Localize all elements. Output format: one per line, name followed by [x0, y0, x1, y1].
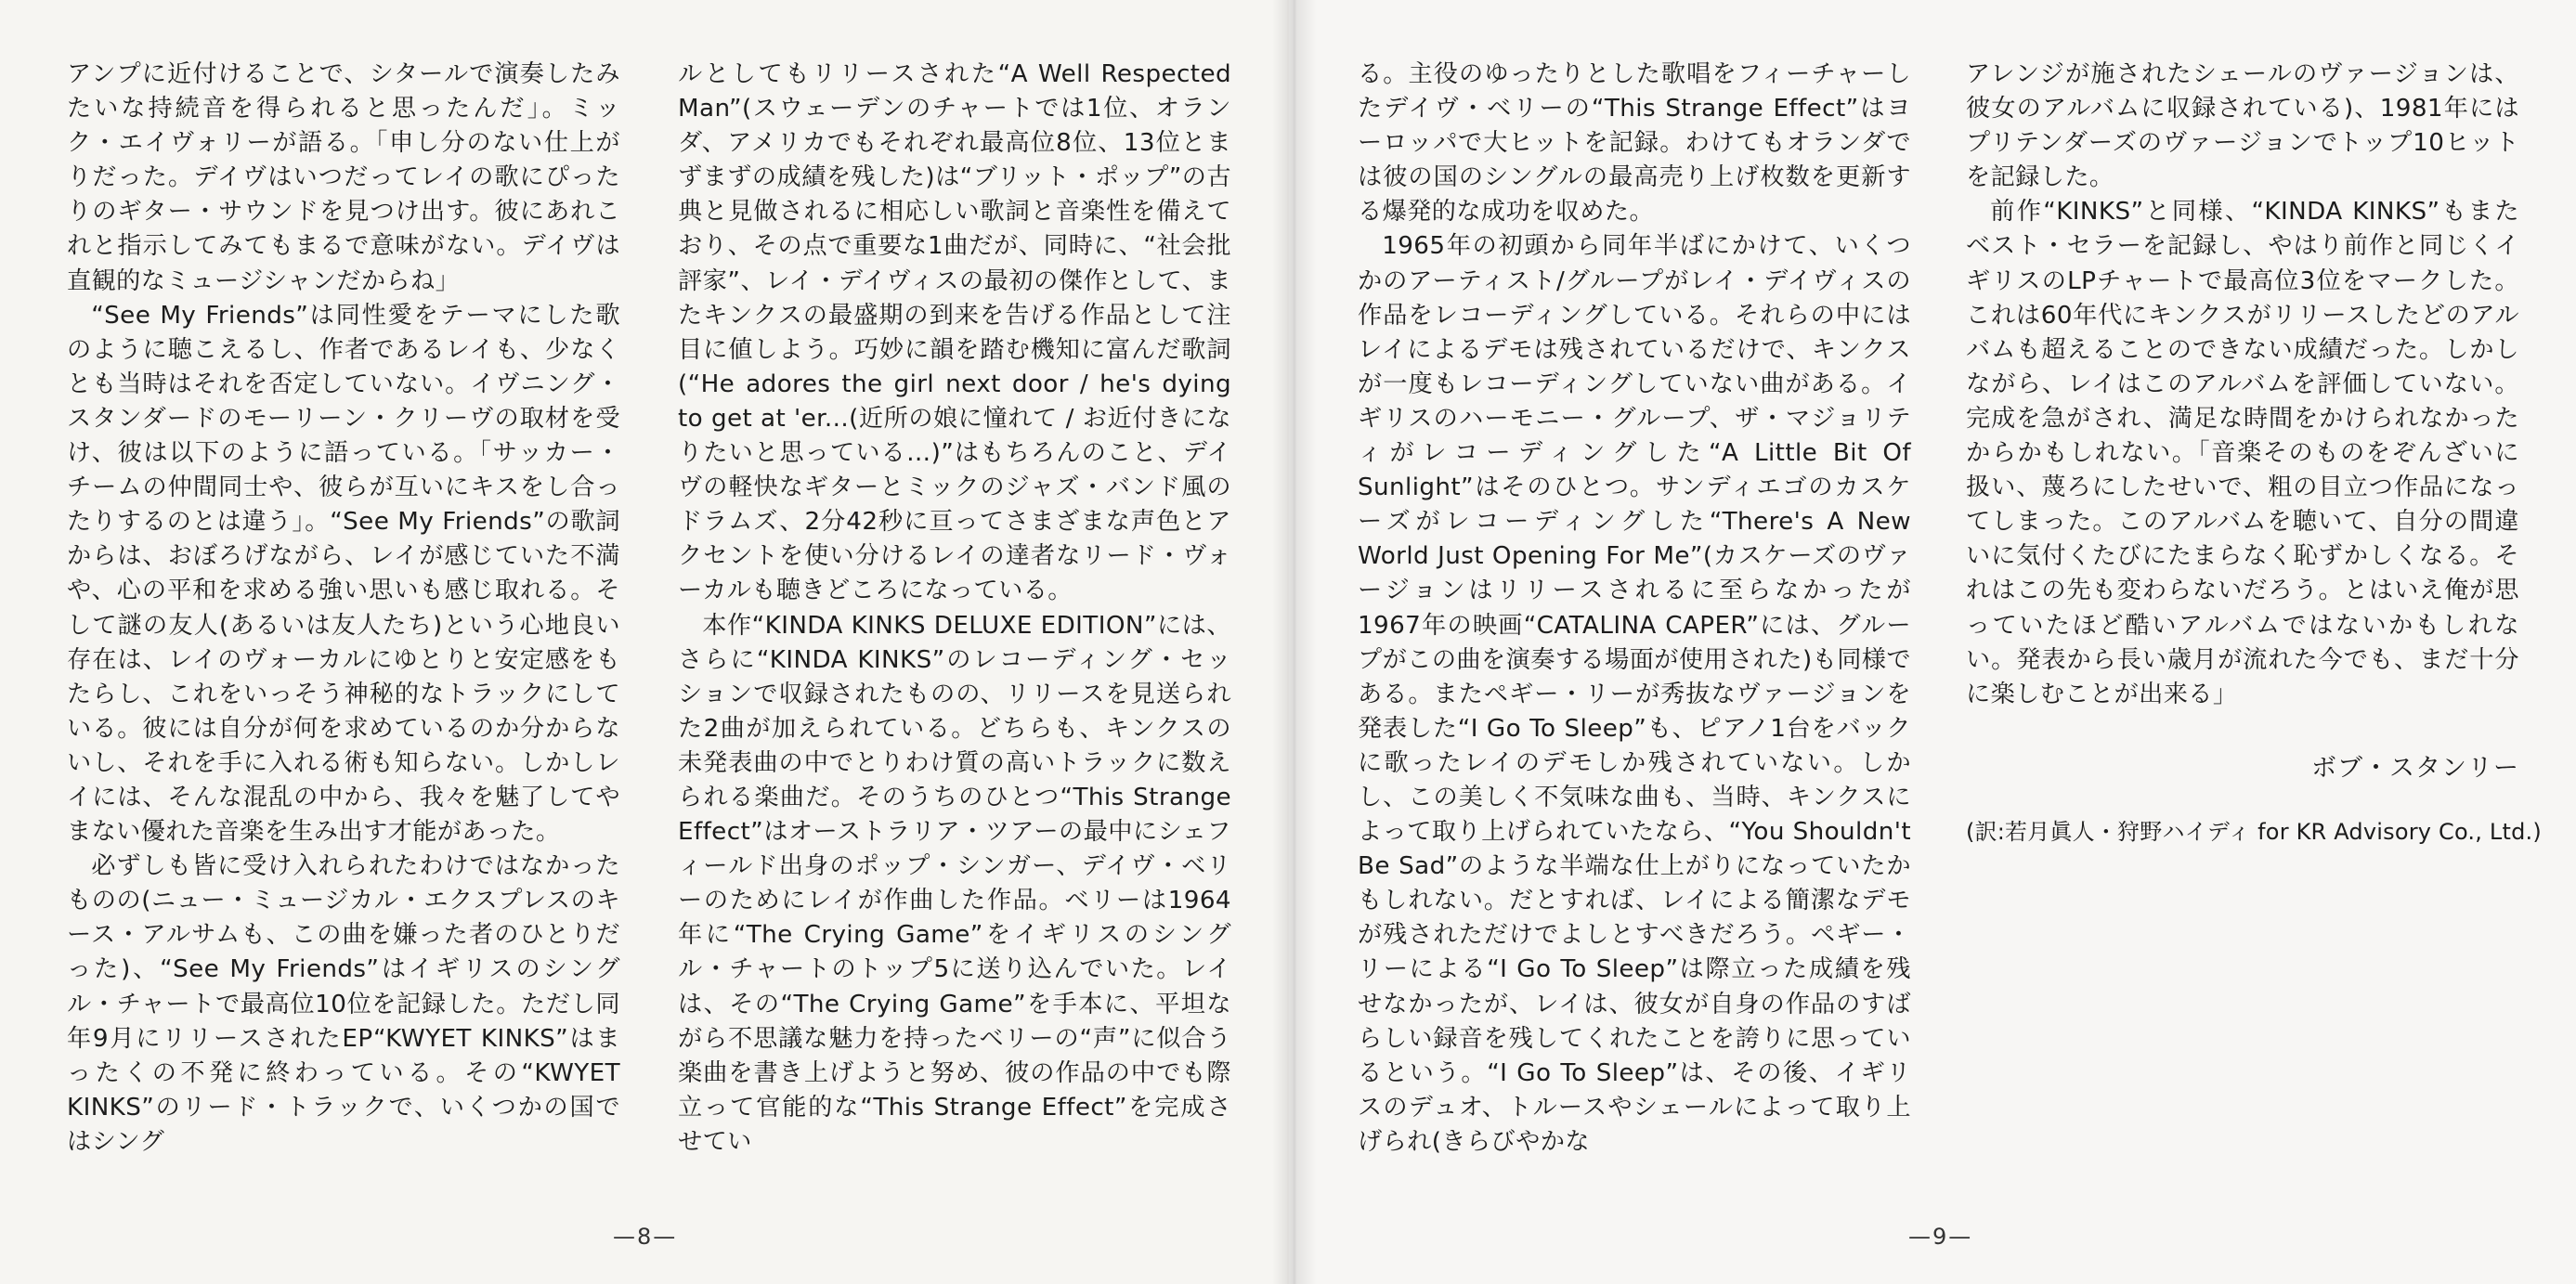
text-column-2	[678, 58, 1231, 1160]
text-column-4	[1966, 58, 2542, 850]
page-number: —9—	[1908, 1224, 1973, 1250]
page-number: —8—	[613, 1224, 678, 1250]
paragraph: 本作“KINDA KINKS DELUXE EDITION”には、さらに“KINDA KINKS”のレコーディング・セッションで収録されたものの、リリースを見送られた2曲が加えられている。どちらも、キンクスの未発表曲の中でとりわけ質の高いトラックに数えられる楽曲だ。そのうちのひとつ“This Strange Effect”はオーストラリア・ツアーの最中にシェフィールド出身のポップ・シンガー、デイヴ・ベリーのためにレイが作曲した作品。ベリーは1964年に“The Crying Game”をイギリスのシングル・チャートのトップ5に送り込んでいた。レイは、その“The Crying Game”を手本に、平坦ながら不思議な魅力を持ったベリーの“声”に似合う楽曲を書き上げようと努め、彼の作品の中でも際立って官能的な“This Strange Effect”を完成させてい	[678, 611, 1231, 1156]
paragraph: 前作“KINKS”と同様、“KINDA KINKS”もまたベスト・セラーを記録し、やはり前作と同じくイギリスのLPチャートで最高位3位をマークした。これは60年代にキンクスがリリースしたどのアルバムも超えることのできない成績だった。しかしながら、レイはこのアルバムを評価していない。完成を急がされ、満足な時間をかけられなかったからかもしれない。「音楽そのものをぞんざいに扱い、蔑ろにしたせいで、粗の目立つ作品になってしまった。このアルバムを聴いて、自分の間違いに気付くたびにたまらなく恥ずかしくなる。それはこの先も変わらないだろう。とはいえ俺が思っていたほど酷いアルバムではないかもしれない。発表から長い歳月が流れた今でも、まだ十分に楽しむことが出来る」	[1966, 198, 2519, 708]
paragraph: る。主役のゆったりとした歌唱をフィーチャーしたデイヴ・ベリーの“This Strange Effect”はヨーロッパで大ヒットを記録。わけてもオランダでは彼の国のシングルの最高売り上げ枚数を更新する爆発的な成功を収めた。	[1358, 60, 1911, 227]
translator-credit: (訳:若月眞人・狩野ハイディ for KR Advisory Co., Ltd.)	[1966, 818, 2542, 845]
paragraph: アンプに近付けることで、シタールで演奏したみたいな持続音を得られると思ったんだ」。ミック・エイヴォリーが語る。「申し分のない仕上がりだった。デイヴはいつだってレイの歌にぴったりのギター・サウンドを見つけ出す。彼にあれこれと指示してみてもまるで意味がない。デイヴは直観的なミュージシャンだからね」	[67, 60, 620, 295]
paragraph: ルとしてもリリースされた“A Well Respected Man”(スウェーデンのチャートでは1位、オランダ、アメリカでもそれぞれ最高位8位、13位とまずまずの成績を残した)は“ブリット・ポップ”の古典と見做されるに相応しい歌詞と音楽性を備えており、その点で重要な1曲だが、同時に、“社会批評家”、レイ・デイヴィスの最初の傑作として、またキンクスの最盛期の到来を告げる作品として注目に値しよう。巧妙に韻を踏む機知に富んだ歌詞(“He adores the girl next door / he's dying to get at 'er...(近所の娘に憧れて / お近付きになりたいと思っている…)”はもちろんのこと、デイヴの軽快なギターとミックのジャズ・バンド風のドラムズ、2分42秒に亘ってさまざまな声色とアクセントを使い分けるレイの達者なリード・ヴォーカルも聴きどころになっている。	[678, 60, 1231, 605]
book-gutter-shadow	[1272, 0, 1317, 1284]
paragraph: 1965年の初頭から同年半ばにかけて、いくつかのアーティスト/グループがレイ・デイヴィスの作品をレコーディングしている。それらの中にはレイによるデモは残されているだけで、キンクスが一度もレコーディングしていない曲がある。イギリスのハーモニー・グループ、ザ・マジョリティがレコーディングした“A Little Bit Of Sunlight”はそのひとつ。サンディエゴのカスケーズがレコーディングした“There's A New World Just Opening For Me”(カスケーズのヴァージョンはリリースされるに至らなかったが1967年の映画“CATALINA CAPER”には、グループがこの曲を演奏する場面が使用された)も同様である。またペギー・リーが秀抜なヴァージョンを発表した“I Go To Sleep”も、ピアノ1台をバックに歌ったレイのデモしか残されていない。しかし、この美しく不気味な曲も、当時、キンクスによって取り上げられていたなら、“You Shouldn't Be Sad”のような半端な仕上がりになっていたかもしれない。だとすれば、レイによる簡潔なデモが残されただけでよしとすべきだろう。ペギー・リーによる“I Go To Sleep”は際立った成績を残せなかったが、レイは、彼女が自身の作品のすばらしい録音を残してくれたことを誇りに思っているという。“I Go To Sleep”は、その後、イギリスのデュオ、トルースやシェールによって取り上げられ(きらびやかな	[1358, 232, 1911, 1156]
paragraph: 必ずしも皆に受け入れられたわけではなかったものの(ニュー・ミュージカル・エクスプレスのキース・アルサムも、この曲を嫌った者のひとりだった)、“See My Friends”はイギリスのシングル・チャートで最高位10位を記録した。ただし同年9月にリリースされたEP“KWYET KINKS”はまったくの不発に終わっている。その“KWYET KINKS”のリード・トラックで、いくつかの国ではシング	[67, 852, 620, 1156]
text-column-1	[67, 58, 620, 1160]
paragraph: “See My Friends”は同性愛をテーマにした歌のように聴こえるし、作者であるレイも、少なくとも当時はそれを否定していない。イヴニング・スタンダードのモーリーン・クリーヴの取材を受け、彼は以下のように語っている。「サッカー・チームの仲間同士や、彼らが互いにキスをし合ったりするのとは違う」。“See My Friends”の歌詞からは、おぼろげながら、レイが感じていた不満や、心の平和を求める強い思いも感じ取れる。そして謎の友人(あるいは友人たち)という心地良い存在は、レイのヴォーカルにゆとりと安定感をもたらし、これをいっそう神秘的なトラックにしている。彼には自分が何を求めているのか分からないし、それを手に入れる術も知らない。しかしレイには、そんな混乱の中から、我々を魅了してやまない優れた音楽を生み出す才能があった。	[67, 301, 620, 847]
author-signature: ボブ・スタンリー	[2311, 753, 2519, 783]
paragraph: アレンジが施されたシェールのヴァージョンは、彼女のアルバムに収録されている)、1981年にはプリテンダーズのヴァージョンでトップ10ヒットを記録した。	[1966, 60, 2519, 192]
left-page	[0, 0, 1287, 1284]
text-column-3	[1358, 58, 1911, 1160]
